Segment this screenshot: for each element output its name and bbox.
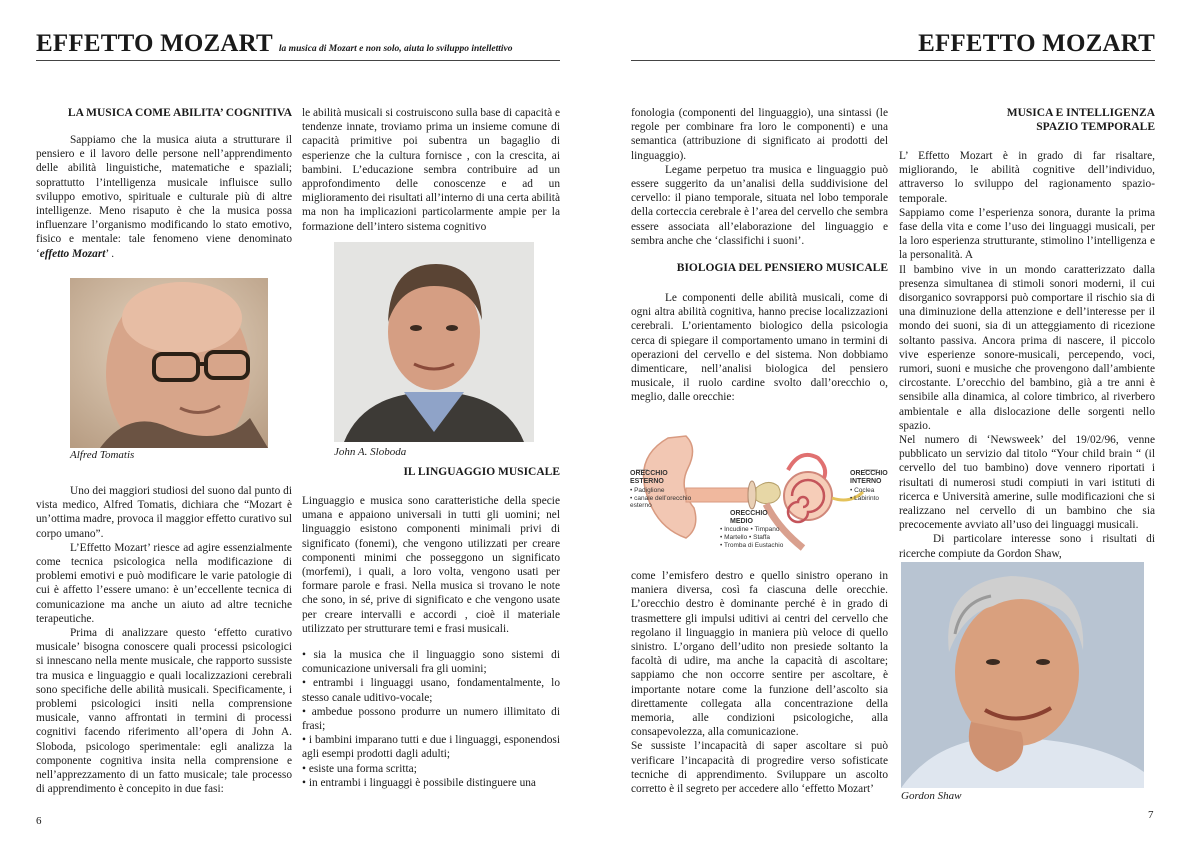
left-page-header <box>36 30 513 58</box>
paragraph-componenti: Le componenti delle abilità musicali, come di ogni altra abilità cognitiva, hanno precise localizzazioni cerebrali. L’orientamento biologico della psicologia cerca di spiegare il comportamento umano in termini di operazioni del cervello e del sistema. Non dobbiamo dimenticare, nell’analisi biologica del pensiero musicale, il ruolo cardine svolto dall’orecchio o, meglio, dalle orecchie: <box>631 292 888 404</box>
ear-diagram <box>628 418 890 564</box>
paragraph-legame: Legame perpetuo tra musica e linguaggio può essere suggerito da un’analisi della suddivisione del cervello: il piano temporale, situata nel lobo temporale della corteccia cerebrale è l’area del cervello che sembra essere associata all’elaborazione del linguaggio e sembra anche che ‘classifichi i suoni’. <box>631 163 888 247</box>
list-item: • in entrambi i linguaggi è possibile distinguere una <box>302 776 560 790</box>
paragraph-fonologia: fonologia (componenti del linguaggio), una sintassi (le regole per combinare fra loro le componenti) e una semantica (attribuzione di significato ai prodotti del linguaggio). <box>631 107 888 162</box>
paragraph-newsweek: Nel numero di ‘Newsweek’ del 19/02/96, venne pubblicato un servizio dal titolo “Your child brain “ (il cervello del tuo bambino) dove vennero riportati i risultati di numerosi studi compiuti in vari istituti di ricerca e Università amerine, sulle modificazioni che si realizzano nel cervello di un bambino che sia precocemente avviato all’uso dei linguaggi musicali. <box>899 434 1155 532</box>
left-header-rule <box>36 60 560 61</box>
paragraph-tomatis: Uno dei maggiori studiosi del suono dal punto di vista medico, Alfred Tomatis, dichiara che “Mozart è un’ottima madre, provoca il maggior effetto curativo sul corpo umano”. <box>36 485 292 540</box>
list-item: • esiste una forma scritta; <box>302 762 560 776</box>
caption-john-sloboda: John A. Sloboda <box>334 446 407 458</box>
paragraph-emisfero: come l’emisfero destro e quello sinistro operano in maniera diversa, così fa ciascuna delle orecchie. L’orecchio destro è dominante perché è in grado di trasmettere gli impulsi uditivi ai centri del cervello che regolano il linguaggio in maniera più veloce di quello sinistro. L’organo dell’udito non presiede soltanto la facoltà di udire, ma anche la capacità di ascoltare; sappiamo che non occorre sentire per ascoltare, è importante notare come la funzione dell’ascolto sia direttamente collegata alla concentrazione della memoria, alle condizioni psicologiche, alla consapevolezza, alla comunicazione. <box>631 570 888 739</box>
caption-gordon-shaw: Gordon Shaw <box>901 790 962 802</box>
paragraph-effetto-abilita: L’ Effetto Mozart è in grado di far risaltare, migliorando, le abilità cognitive dell’individuo, attraverso lo sviluppo del ragionamento spazio-temporale. <box>899 150 1155 205</box>
left-column-2-lower <box>302 465 560 790</box>
paragraph-ascolto: Se sussiste l’incapacità di saper ascoltare si può verificare l’incapacità di progredire verso sofisticate tecniche di apprendimento. Sviluppare un ascolto corretto è il segreto per accedere allo ‘effetto Mozart’ <box>631 740 888 796</box>
left-column-2 <box>302 106 560 234</box>
photo-john-sloboda <box>334 242 534 442</box>
list-item: • i bambini imparano tutti e due i linguaggi, esponendosi agli esempi prodotti dagli adulti; <box>302 733 560 761</box>
right-page-title: EFFETTO MOZART <box>918 30 1155 57</box>
label-outer-ear: ORECCHIO ESTERNO • Padiglione • canale dell’orecchio esterno <box>630 470 692 509</box>
paragraph-intro: Sappiamo che la musica aiuta a strutturare il pensiero e il lavoro delle persone nell’apprendimento delle abilità linguistiche, matematiche e spaziali; soprattutto l’intelligenza musicale influisce sullo sviluppo emotivo, spirituale e culturale più di altre intelligenze. Meno risaputo è che la musica possa influenzare l’organismo modificando lo stato emotivo, fisico e mentale: tale fenomeno viene denominato ‘effetto Mozart’ . <box>36 134 292 260</box>
heading-linguaggio-musicale: IL LINGUAGGIO MUSICALE <box>403 466 560 478</box>
paragraph-linguaggio: Linguaggio e musica sono caratteristiche della specie umana e appaiono universali in tutti gli uomini; nel linguaggio esistono componenti minimali privi di significato (fonemi), che vengono utilizzati per creare componenti minimi che posseggono un significato (morfemi), i quali, a loro volta, vengono usati per formare parole e frasi. Nella musica si trovano le note che sono, in sé, prive di significato e che vengono usate per creare intervalli e accordi , cioè il materiale utilizzato per strutturare temi e frasi musicali. <box>302 495 560 635</box>
left-page-title: EFFETTO MOZART <box>36 30 273 57</box>
paragraph-esperienza-sonora: Sappiamo come l’esperienza sonora, durante la prima fase della vita e come l’uso dei linguaggi musicali, per la loro esperienza strutturante, stimolino l’intelligenza e la personalità. A <box>899 206 1155 262</box>
page-number-left: 6 <box>36 815 42 827</box>
heading-musica-abilita: LA MUSICA COME ABILITA’ COGNITIVA <box>67 107 292 119</box>
list-item: • entrambi i linguaggi usano, fondamentalmente, lo stesso canale uditivo-vocale; <box>302 676 560 704</box>
heading-biologia: BIOLOGIA DEL PENSIERO MUSICALE <box>676 262 888 275</box>
similarities-list <box>302 648 560 790</box>
left-column-1-lower <box>36 484 292 796</box>
left-column-1 <box>36 106 292 261</box>
photo-alfred-tomatis <box>70 278 268 448</box>
label-middle-ear: ORECCHIO MEDIO • Incudine • Timpano • Martello • Staffa • Tromba di Eustachio <box>720 510 784 549</box>
heading-musica-intelligenza: MUSICA E INTELLIGENZA SPAZIO TEMPORALE <box>1006 107 1155 133</box>
list-item: • ambedue possono produrre un numero illimitato di frasi; <box>302 705 560 733</box>
right-column-4 <box>899 106 1155 561</box>
right-column-3 <box>631 106 888 405</box>
paragraph-effetto: L’Effetto Mozart’ riesce ad agire essenzialmente come tecnica psicologica nella modificazione di problemi emotivi e può modificare le varie patologie di cui è affetto l’essere umano: è un’eccellente tecnica di comunicazione ma anche un aiuto ad altre tecniche terapeutiche. <box>36 541 292 625</box>
paragraph-bambino: Il bambino vive in un mondo caratterizzato dalla presenza simultanea di stimoli sonori moderni, il cui disorganico sovrapporsi può comportare il rischio sia di una diminuzione della attenzione e dell’interesse per il mondo dei suoni, sia di un atteggiamento di ricezione soltanto passiva. Ancora prima di nascere, il piccolo vive esperienze sonore-musicali, percependo, voci, rumori, suoni e musiche che provengono dall’ambiente circostante. L’orecchio del bambino, già a tre anni è sensibile alla dinamica, al colore timbrico, al riverbero ambientale e alla dislocazione delle sorgenti nello spazio. <box>899 263 1155 432</box>
page-number-right: 7 <box>1148 809 1154 821</box>
right-column-3-lower <box>631 569 888 796</box>
paragraph-gordon-shaw: Di particolare interesse sono i risultati di ricerche compiute da Gordon Shaw, <box>899 533 1155 560</box>
photo-gordon-shaw <box>901 562 1144 788</box>
paragraph-analisi: Prima di analizzare questo ‘effetto curativo musicale’ bisogna conoscere quali processi psicologici si innescano nella mente musicale, che rapporto sussiste tra musica e linguaggio e quali localizzazioni cerebrali sono specifiche delle abilità musicali. Specificamente, i problemi psicologici insiti nella comprensione musicale, vanno affrontati in termini di processi cognitivi facendo riferimento all’opera di John A. Sloboda, psicologo sperimentale: egli analizza la componente cognitiva insita nella comprensione e nell’apprezzamento di un fatto musicale; tale processo di apprendimento è concepito in due fasi: <box>36 627 292 796</box>
label-inner-ear: ORECCHIO INTERNO • Coclea • Labirinto <box>850 470 888 502</box>
left-page-subtitle: la musica di Mozart e non solo, aiuta lo sviluppo intellettivo <box>278 44 513 54</box>
caption-alfred-tomatis: Alfred Tomatis <box>70 449 135 461</box>
list-item: • sia la musica che il linguaggio sono sistemi di comunicazione universali fra gli uomini; <box>302 648 560 676</box>
paragraph-abilita-musicali: le abilità musicali si costruiscono sulla base di capacità e tendenze innate, troviamo prima un insieme comune di capacità primitive poi subentra un bagaglio di esperienze che la cultura fornisce , con la crescita, ai bambini. L’educazione sembra contribuire ad un approfondimento delle conoscenze e ad un miglioramento dei risultati all’interno di una certa abilità ma non ha implicazioni particolarmente ampie per la formazione dell’intero sistema cognitivo <box>302 107 560 233</box>
right-header-rule <box>631 60 1155 61</box>
